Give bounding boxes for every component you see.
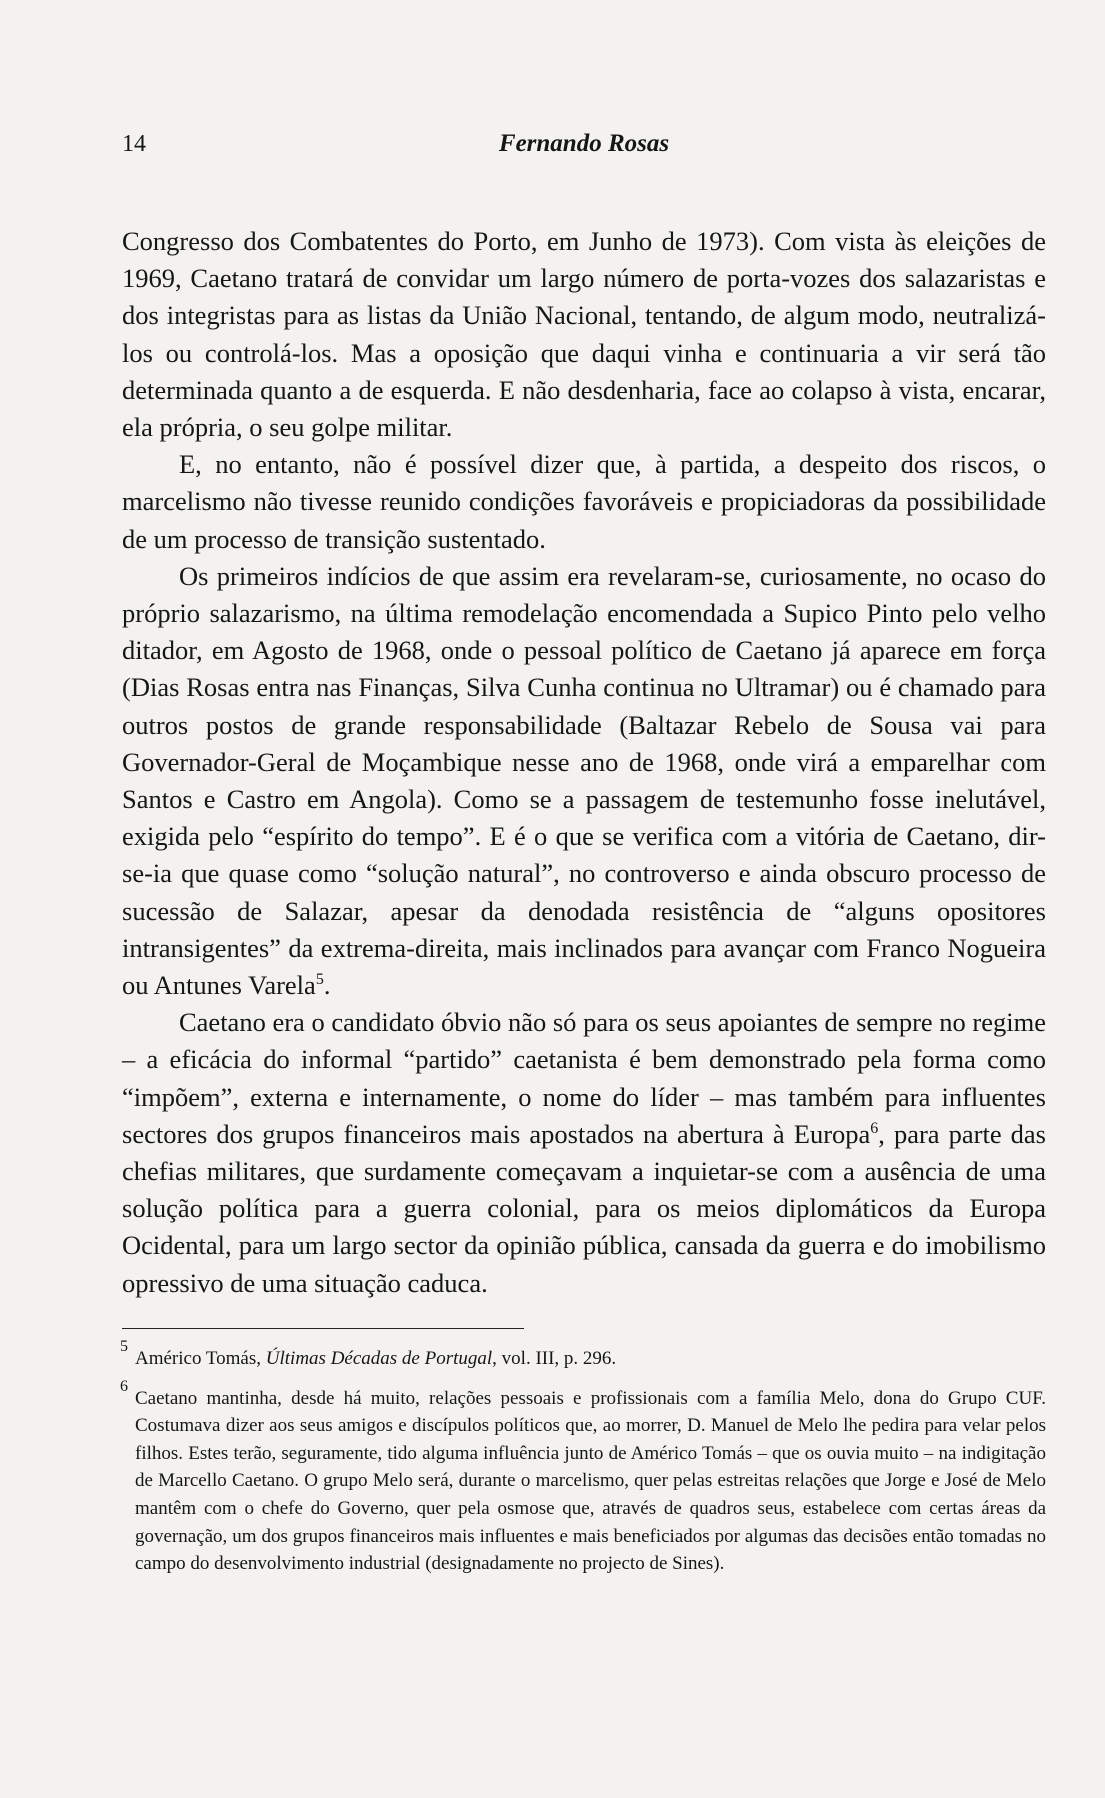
- footnote-rule: [122, 1328, 524, 1329]
- paragraph-text: Caetano era o candidato óbvio não só para os seus apoiantes de sempre no regime – a eficácia do informal “partido” caetanista é bem demonstrado pela forma como “impõem”, externa e internamente, o nome do líder – mas também para influentes sectores dos grupos financeiros mais apostados na abertura à Europa: [122, 1007, 1046, 1149]
- cited-title: Últimas Décadas de Portugal: [265, 1348, 493, 1369]
- footnote: [120, 1338, 1046, 1373]
- footnote-mark: 5: [120, 1338, 128, 1355]
- page-number: 14: [122, 131, 146, 157]
- running-title: Fernando Rosas: [498, 130, 670, 157]
- paragraph-text: Congresso dos Combatentes do Porto, em Junho de 1973). Com vista às eleições de 1969, Caetano tratará de convidar um largo número de porta-vozes dos salazaristas e dos integristas para as listas da União Nacional, tentando, de algum modo, neutralizá-los ou controlá-los. Mas a oposição que daqui vinha e continuaria a vir será tão determinada quanto a de esquerda. E não desdenharia, face ao colapso à vista, encarar, ela própria, o seu golpe militar.: [122, 226, 1046, 443]
- paragraph: [122, 1004, 1046, 1302]
- paragraph-text: .: [323, 970, 331, 1001]
- paragraph-text: , para parte das chefias militares, que surdamente começavam a inquietar-se com a ausência de uma solução política para a guerra colonial, para os meios diplomáticos da Europa Ocidental, para um largo sector da opinião pública, cansada da guerra e do imobilismo opressivo de uma situação caduca.: [122, 1118, 1046, 1298]
- body-text: [122, 223, 1046, 1302]
- footnote-text: [135, 1345, 1046, 1373]
- footnote-text: Caetano mantinha, desde há muito, relações pessoais e profissionais com a família Melo, dona do Grupo CUF. Costumava dizer aos seus amigos e discípulos políticos que, ao morrer, D. Manuel de Melo lhe pedira para velar pelos filhos. Estes terão, seguramente, tido alguma influência junto de Américo Tomás – que os ouvia muito – na indigitação de Marcello Caetano. O grupo Melo será, durante o marcelismo, quer pelas estreitas relações que Jorge e José de Melo mantêm com o chefe do Governo, quer pela osmose que, através de quadros seus, estabelece com certas áreas da governação, um dos grupos financeiros mais influentes e mais beneficiados por algumas das decisões então tomadas no campo do desenvolvimento industrial (designadamente no projecto de Sines).: [135, 1387, 1046, 1575]
- paragraph-text: E, no entanto, não é possível dizer que, à partida, a despeito dos riscos, o marcelismo não tivesse reunido condições favoráveis e propiciadoras da possibilidade de um processo de transição sustentado.: [122, 449, 1046, 554]
- paragraph: [122, 446, 1046, 558]
- footnote-reference: 5: [315, 971, 324, 989]
- running-head: [122, 128, 1046, 168]
- footnote-reference: 6: [870, 1119, 879, 1137]
- footnote-text-part: Américo Tomás,: [135, 1348, 266, 1369]
- footnote-text-part: , vol. III, p. 296.: [492, 1348, 617, 1369]
- footnote-mark: 6: [120, 1377, 128, 1395]
- footnote: [120, 1377, 1046, 1578]
- paragraph-text: Os primeiros indícios de que assim era revelaram-se, curiosamente, no ocaso do próprio salazarismo, na última remodelação encomendada a Supico Pinto pelo velho ditador, em Agosto de 1968, onde o pessoal político de Caetano já aparece em força (Dias Rosas entra nas Finanças, Silva Cunha continua no Ultramar) ou é chamado para outros postos de grande responsabilidade (Baltazar Rebelo de Sousa vai para Governador-Geral de Moçambique nesse ano de 1968, onde virá a emparelhar com Santos e Castro em Angola). Como se a passagem de testemunho fosse inelutável, exigida pelo “espírito do tempo”. E é o que se verifica com a vitória de Caetano, dir-se-ia que quase como “solução natural”, no controverso e ainda obscuro processo de sucessão de Salazar, apesar da denodada resistência de “alguns opositores intransigentes” da extrema-direita, mais inclinados para avançar com Franco Nogueira ou Antunes Varela: [122, 560, 1046, 1001]
- paragraph: [122, 223, 1046, 446]
- paragraph: [122, 558, 1046, 1004]
- footnotes: [120, 1338, 1046, 1578]
